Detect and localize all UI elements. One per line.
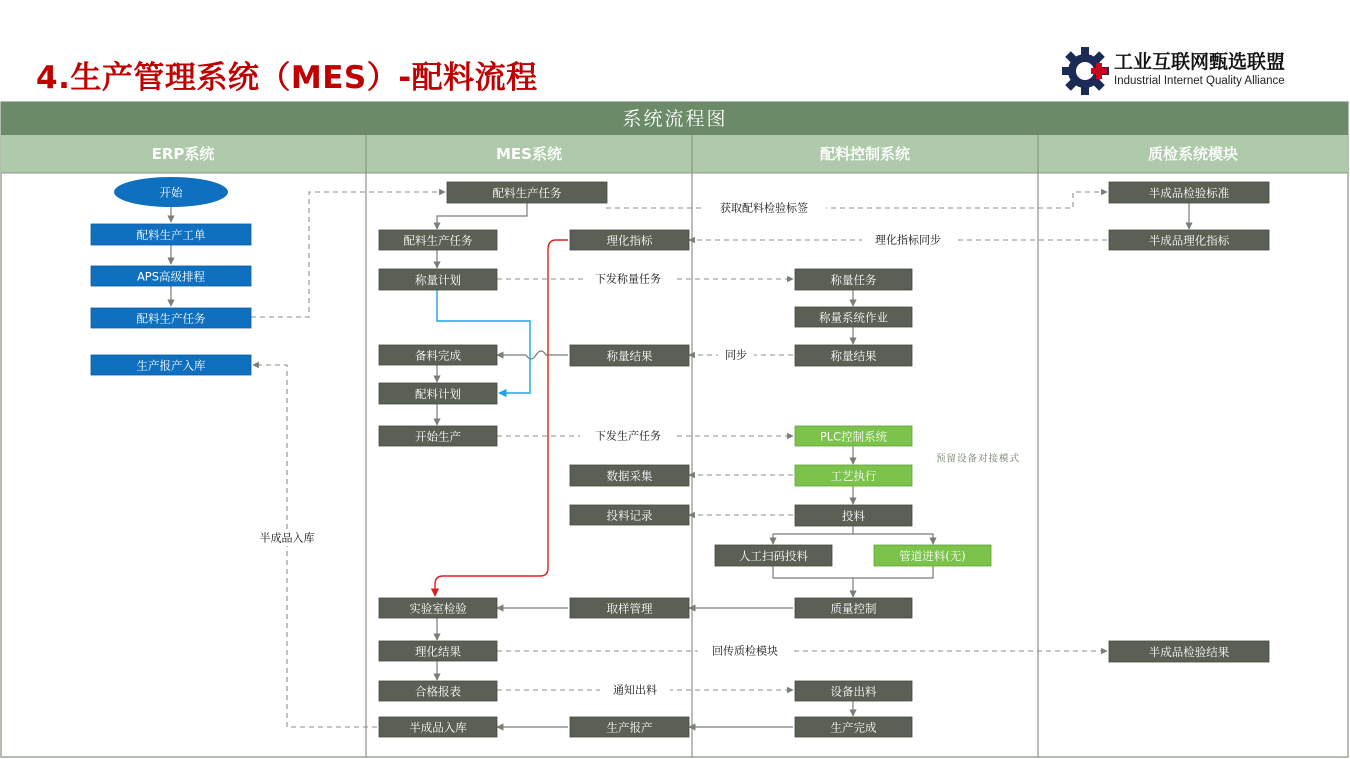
node-label: 投料记录 bbox=[606, 508, 653, 523]
label-send-weigh-task: 下发称量任务 bbox=[595, 272, 661, 286]
node-label: PLC控制系统 bbox=[819, 429, 888, 444]
node-mes-semi-in bbox=[379, 717, 497, 737]
node-ctl-weigh-task bbox=[795, 269, 912, 290]
slide-title: 4.生产管理系统（MES）-配料流程 bbox=[36, 60, 538, 96]
node-mes-feed-record bbox=[570, 505, 689, 525]
node-mes-task-top bbox=[447, 182, 607, 203]
lane-header-batching: 配料控制系统 bbox=[819, 145, 911, 163]
label-get-inspection-tag: 获取配料检验标签 bbox=[720, 201, 808, 215]
node-ctl-feed bbox=[795, 505, 912, 526]
node-label: 管道进料(无) bbox=[899, 549, 966, 563]
node-label: 配料计划 bbox=[415, 387, 461, 401]
node-label: 实验室检验 bbox=[409, 601, 467, 616]
label-semi-product-in: 半成品入库 bbox=[259, 531, 315, 545]
node-label: 配料生产任务 bbox=[403, 233, 473, 248]
node-label: 半成品检验结果 bbox=[1148, 645, 1230, 659]
node-label: APS高级排程 bbox=[136, 269, 206, 284]
node-mes-indicator bbox=[570, 230, 689, 250]
node-label: 开始生产 bbox=[415, 429, 461, 444]
node-label: 生产报产入库 bbox=[136, 358, 206, 373]
node-label: 半成品理化指标 bbox=[1148, 233, 1230, 248]
lane-header-mes: MES系统 bbox=[496, 145, 562, 163]
node-mes-phys-result bbox=[379, 641, 497, 661]
label-indicator-sync: 理化指标同步 bbox=[875, 233, 941, 247]
node-erp-stock-in bbox=[91, 355, 251, 375]
logo-main-text: 工业互联网甄选联盟 bbox=[1114, 51, 1286, 73]
label-sync: 同步 bbox=[725, 348, 747, 362]
node-label: 开始 bbox=[159, 185, 183, 200]
node-label: 半成品检验标准 bbox=[1148, 186, 1230, 200]
node-mes-weigh-plan bbox=[379, 269, 497, 290]
node-mes-data-collect bbox=[570, 465, 689, 486]
node-label: 取样管理 bbox=[606, 601, 653, 616]
label-notify-discharge: 通知出料 bbox=[613, 683, 657, 697]
node-mes-report bbox=[379, 681, 497, 701]
node-label: 配料生产任务 bbox=[492, 186, 562, 200]
node-label: 理化指标 bbox=[606, 233, 653, 248]
node-mes-weigh-result bbox=[570, 345, 689, 366]
node-ctl-equip-out bbox=[795, 681, 912, 701]
node-erp-aps bbox=[91, 266, 251, 286]
note-reserve-device: 预留设备对接模式 bbox=[936, 453, 1021, 465]
node-mes-prep-done bbox=[379, 345, 497, 365]
node-label: 设备出料 bbox=[830, 684, 877, 699]
node-qc-indicator bbox=[1109, 230, 1269, 250]
label-return-qc: 回传质检模块 bbox=[712, 644, 778, 658]
lane-header-qc: 质检系统模块 bbox=[1147, 145, 1239, 163]
node-ctl-manual-scan bbox=[715, 545, 832, 566]
node-mes-lab bbox=[379, 598, 497, 618]
node-qc-standard bbox=[1109, 182, 1269, 203]
node-label: 合格报表 bbox=[415, 684, 461, 699]
node-ctl-process bbox=[795, 465, 912, 486]
node-erp-start bbox=[114, 177, 228, 207]
node-label: 称量结果 bbox=[606, 349, 653, 363]
node-mes-batch-plan bbox=[379, 383, 497, 404]
node-ctl-plc bbox=[795, 426, 912, 446]
logo-sub-text: Industrial Internet Quality Alliance bbox=[1114, 75, 1285, 87]
node-ctl-pipe bbox=[874, 545, 991, 566]
node-label: 配料生产任务 bbox=[136, 311, 206, 326]
label-send-production-task: 下发生产任务 bbox=[595, 429, 661, 443]
node-label: 投料 bbox=[842, 509, 865, 523]
node-label: 称量结果 bbox=[830, 349, 877, 363]
node-label: 配料生产工单 bbox=[136, 228, 206, 242]
diagram-title: 系统流程图 bbox=[622, 108, 728, 130]
node-mes-task bbox=[379, 230, 497, 250]
node-erp-order bbox=[91, 224, 251, 245]
node-ctl-weigh-op bbox=[795, 307, 912, 327]
node-ctl-quality bbox=[795, 598, 912, 618]
node-label: 理化结果 bbox=[415, 644, 461, 659]
node-label: 人工扫码投料 bbox=[739, 549, 808, 563]
node-erp-task bbox=[91, 308, 251, 328]
node-label: 备料完成 bbox=[415, 348, 461, 363]
node-ctl-prod-done bbox=[795, 717, 912, 737]
node-mes-sampling bbox=[570, 598, 689, 618]
lane-header-erp: ERP系统 bbox=[151, 145, 215, 163]
node-label: 生产完成 bbox=[830, 720, 877, 735]
node-label: 质量控制 bbox=[830, 601, 877, 616]
node-label: 数据采集 bbox=[606, 469, 653, 483]
node-label: 生产报产 bbox=[606, 720, 653, 735]
node-qc-result bbox=[1109, 641, 1269, 662]
node-label: 称量任务 bbox=[830, 273, 877, 287]
node-mes-prod-report bbox=[570, 717, 689, 737]
node-label: 半成品入库 bbox=[409, 720, 467, 735]
node-label: 工艺执行 bbox=[830, 469, 877, 483]
node-label: 称量系统作业 bbox=[819, 310, 888, 325]
node-ctl-weigh-result bbox=[795, 345, 912, 366]
node-label: 称量计划 bbox=[415, 273, 461, 287]
node-mes-start-prod bbox=[379, 426, 497, 446]
